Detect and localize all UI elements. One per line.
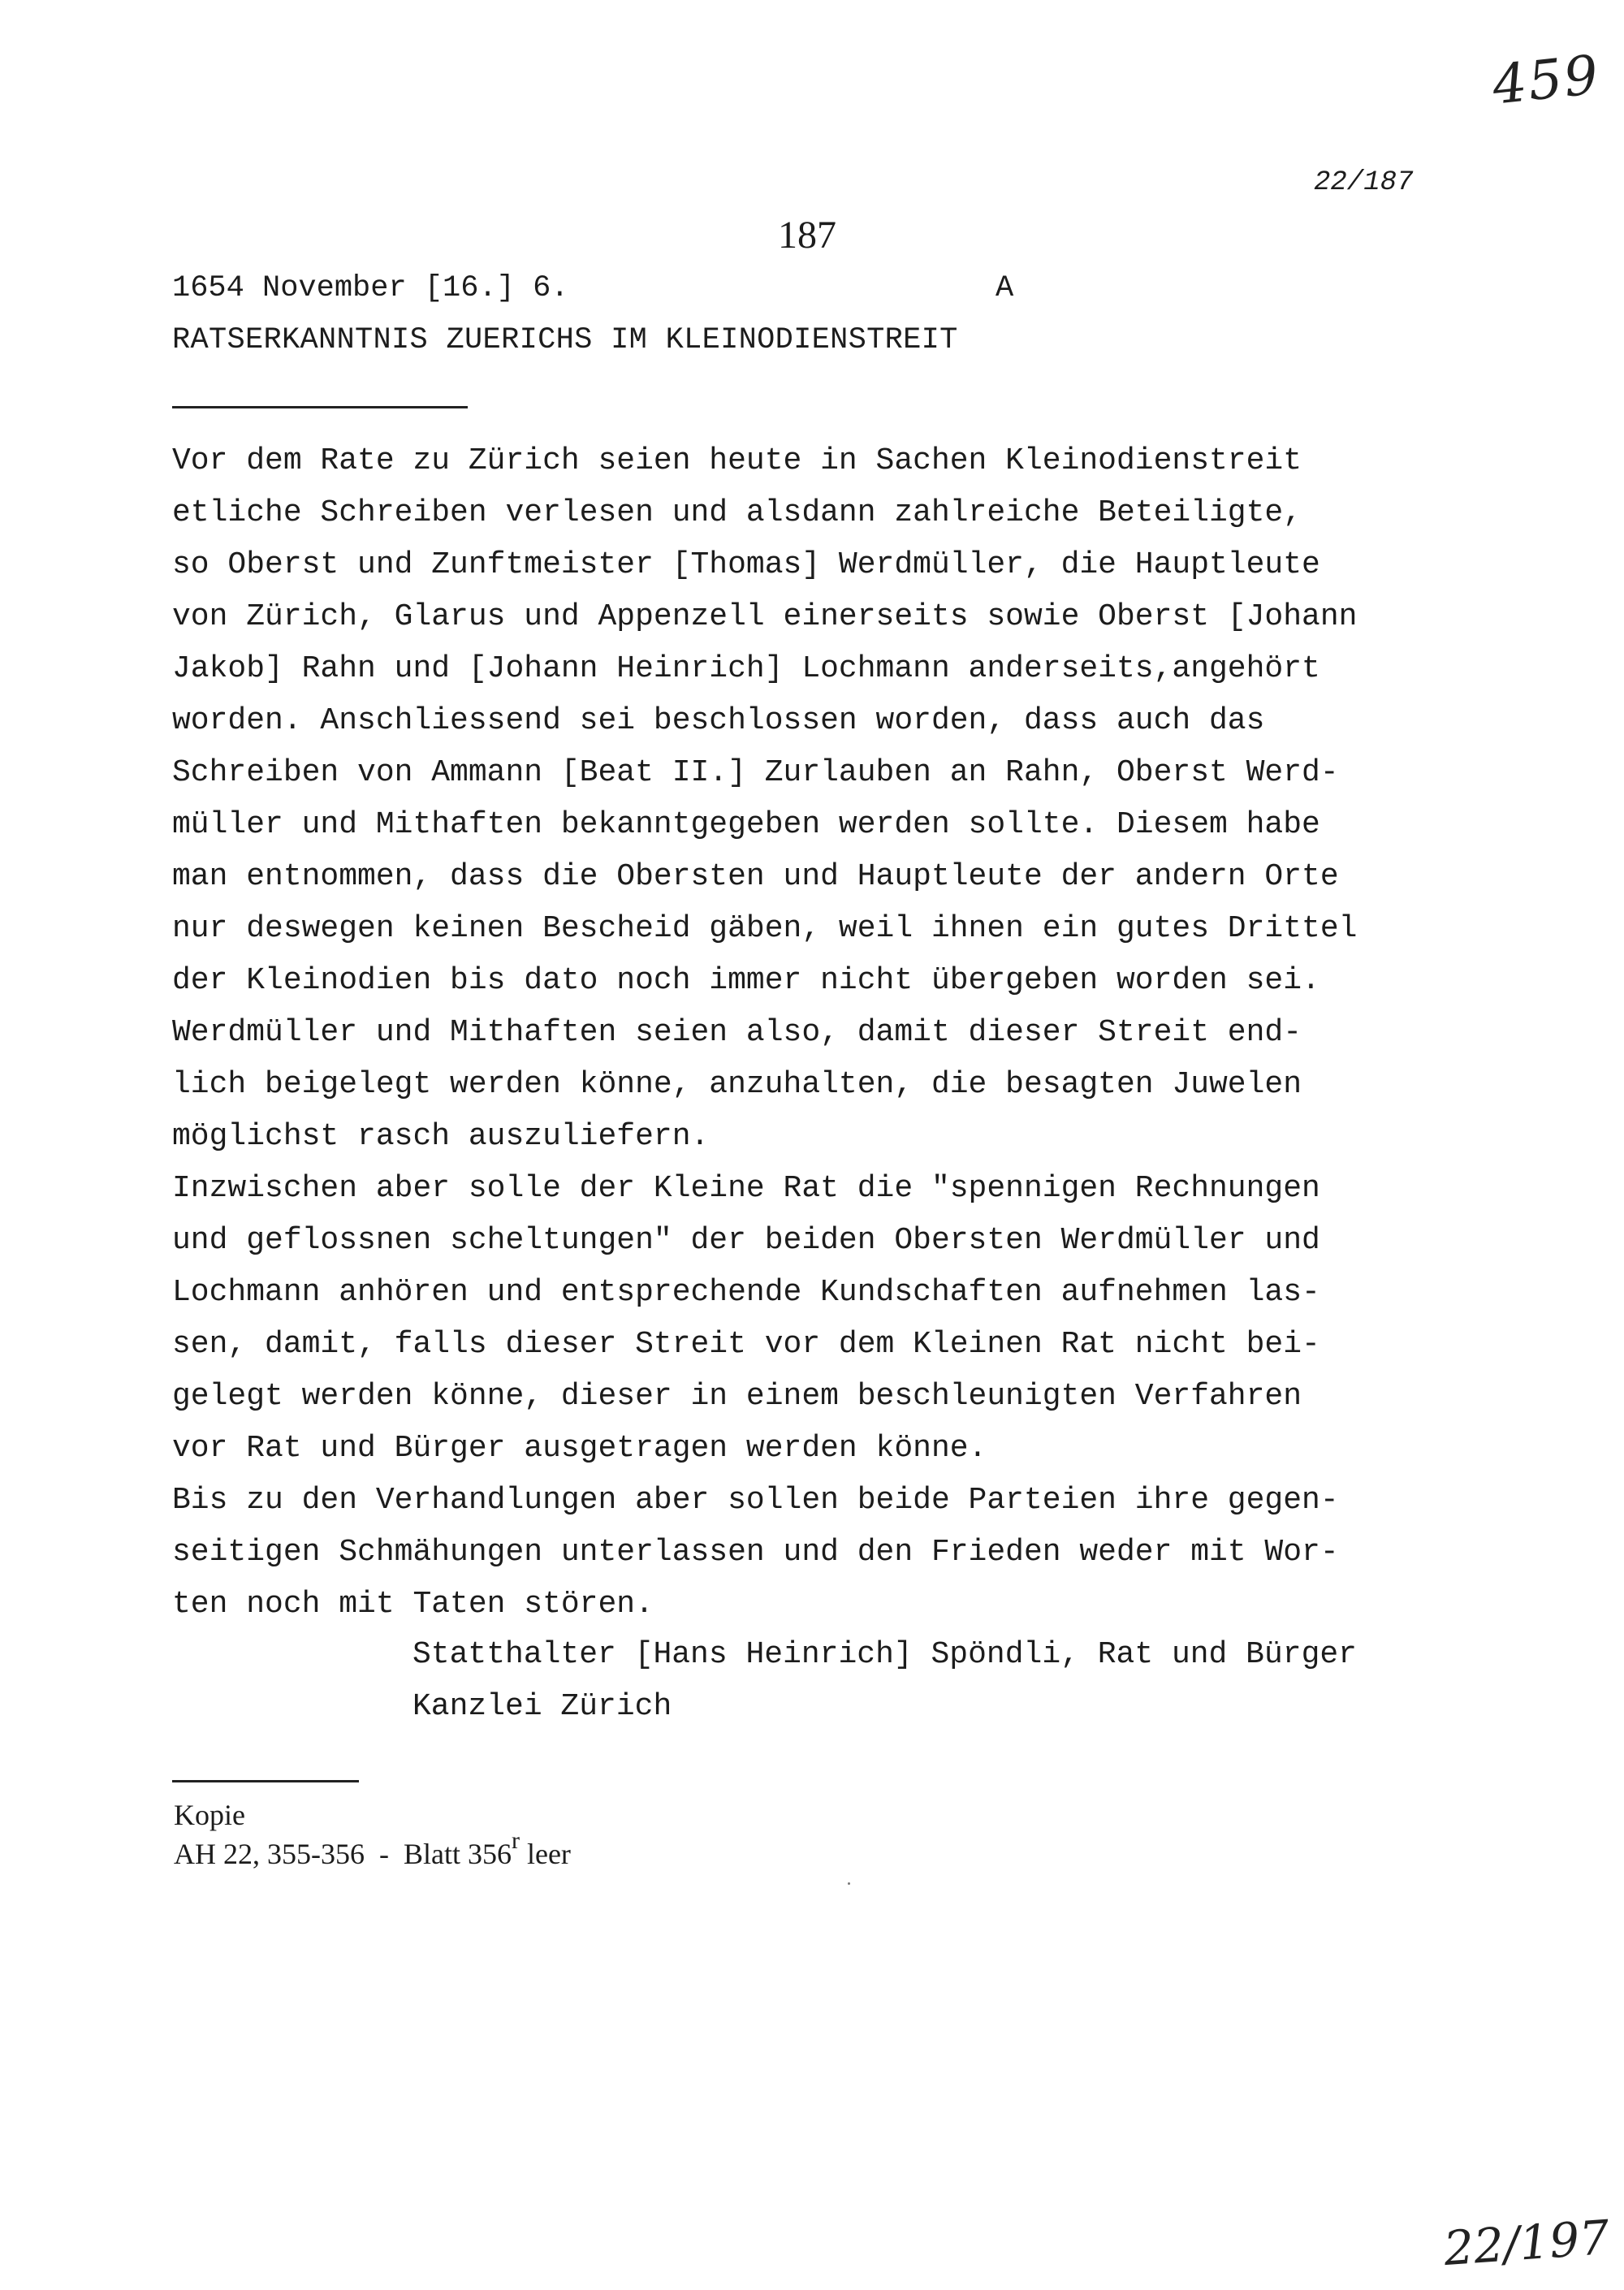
body-line: der Kleinodien bis dato noch immer nicht übergeben worden sei. xyxy=(172,963,1320,998)
body-line: seitigen Schmähungen unterlassen und den Frieden weder mit Wor- xyxy=(172,1535,1339,1570)
signature-line: Kanzlei Zürich xyxy=(412,1689,672,1724)
body-line: ten noch mit Taten stören. xyxy=(172,1587,654,1622)
body-line: lich beigelegt werden könne, anzuhalten, die besagten Juwelen xyxy=(172,1067,1302,1102)
source-superscript: r xyxy=(511,1827,520,1854)
version-letter: A xyxy=(996,271,1014,305)
document-number: 187 xyxy=(778,214,836,257)
signature-line: Statthalter [Hans Heinrich] Spöndli, Rat und Bürger xyxy=(412,1637,1357,1672)
body-line: Lochmann anhören und entsprechende Kundschaften aufnehmen las- xyxy=(172,1275,1320,1310)
body-line: Bis zu den Verhandlungen aber sollen beide Parteien ihre gegen- xyxy=(172,1483,1339,1518)
handwritten-corner-reference: 22/197 xyxy=(1441,2209,1612,2277)
body-line: möglichst rasch auszuliefern. xyxy=(172,1119,710,1154)
body-line: etliche Schreiben verlesen und alsdann zahlreiche Beteiligte, xyxy=(172,495,1302,530)
handwritten-folio-number: 459 xyxy=(1489,43,1603,117)
reference-number: 22/187 xyxy=(1314,167,1414,198)
source-reference xyxy=(174,1827,571,1871)
body-line: vor Rat und Bürger ausgetragen werden könne. xyxy=(172,1431,987,1466)
body-line: von Zürich, Glarus und Appenzell einerseits sowie Oberst [Johann xyxy=(172,599,1358,634)
body-line: gelegt werden könne, dieser in einem beschleunigten Verfahren xyxy=(172,1379,1302,1414)
scan-dot xyxy=(848,1882,850,1885)
source-reference-text: AH 22, 355-356 - Blatt 356 xyxy=(174,1838,512,1870)
document-title: RATSERKANNTNIS ZUERICHS IM KLEINODIENSTREIT xyxy=(172,323,958,357)
source-label: Kopie xyxy=(174,1799,245,1831)
body-line: Schreiben von Ammann [Beat II.] Zurlauben an Rahn, Oberst Werd- xyxy=(172,755,1339,790)
body-line: müller und Mithaften bekanntgegeben werden sollte. Diesem habe xyxy=(172,807,1320,842)
body-line: und geflossnen scheltungen" der beiden Obersten Werdmüller und xyxy=(172,1223,1320,1258)
body-line: Werdmüller und Mithaften seien also, damit dieser Streit end- xyxy=(172,1015,1302,1050)
date-line: 1654 November [16.] 6. xyxy=(172,271,569,305)
body-line: sen, damit, falls dieser Streit vor dem Kleinen Rat nicht bei- xyxy=(172,1327,1320,1362)
body-line: Inzwischen aber solle der Kleine Rat die "spennigen Rechnungen xyxy=(172,1171,1320,1206)
body-line: so Oberst und Zunftmeister [Thomas] Werdmüller, die Hauptleute xyxy=(172,547,1320,582)
body-text xyxy=(172,439,1439,1634)
body-line: Vor dem Rate zu Zürich seien heute in Sachen Kleinodienstreit xyxy=(172,443,1302,478)
body-line: nur deswegen keinen Bescheid gäben, weil ihnen ein gutes Drittel xyxy=(172,911,1358,946)
footnote-divider xyxy=(172,1780,359,1782)
body-line: man entnommen, dass die Obersten und Hauptleute der andern Orte xyxy=(172,859,1339,894)
body-line: Jakob] Rahn und [Johann Heinrich] Lochmann anderseits,angehört xyxy=(172,651,1320,686)
title-divider xyxy=(172,406,468,408)
body-line: worden. Anschliessend sei beschlossen worden, dass auch das xyxy=(172,703,1265,738)
source-reference-suffix: leer xyxy=(519,1838,571,1870)
